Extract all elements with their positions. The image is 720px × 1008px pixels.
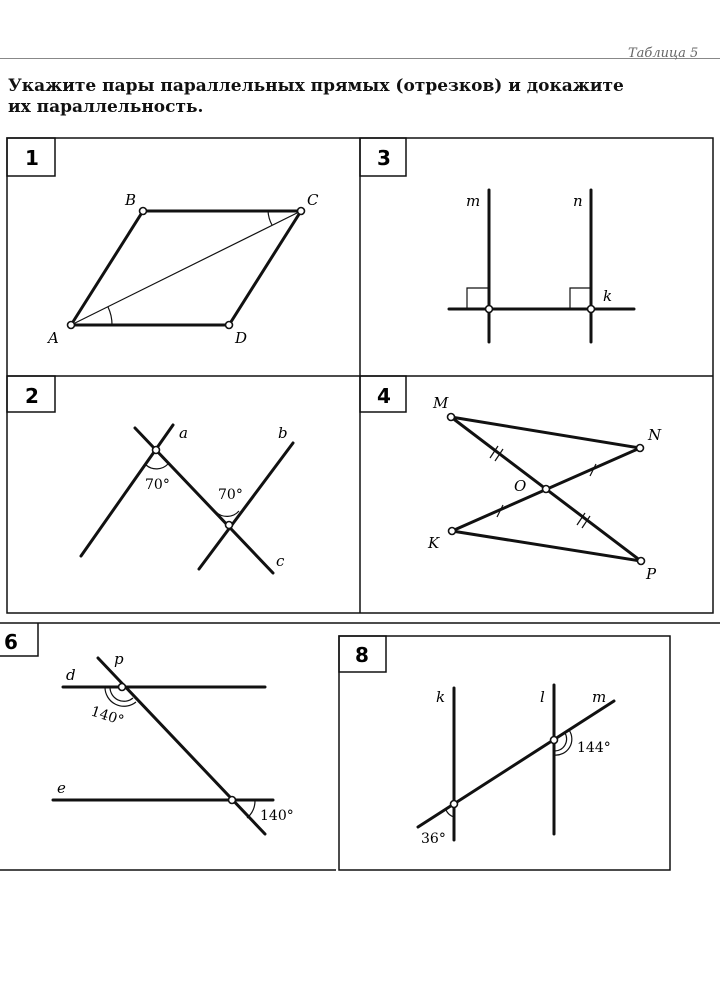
label-m: m [466,192,481,210]
label-n: n [573,192,583,210]
label-m: m [592,688,607,706]
point-m [448,414,455,421]
point-n [637,445,644,452]
label-b: B [125,191,137,209]
label-c: C [307,191,319,209]
figure-4-number: 4 [377,384,391,408]
label-o: O [514,477,527,495]
line-b [199,443,293,569]
right-angle-m [467,288,489,309]
point-o [543,486,550,493]
label-k: k [603,287,613,305]
angle-label-36: 36° [421,831,446,847]
table-caption-cut: Таблица 5 [628,46,699,61]
point-km [451,801,458,808]
angle-arc-c [268,211,272,225]
point-nk [588,306,595,313]
segment-mn [451,417,640,448]
label-a: A [48,329,59,347]
point-lm [551,737,558,744]
figure-6-number: 6 [4,630,18,654]
point-d [226,322,233,329]
label-b: b [278,424,288,442]
figure-3-number: 3 [377,146,391,170]
label-a: a [179,424,188,442]
point-b [140,208,147,215]
angle-label-2: 140° [260,808,294,824]
angle-label-1: 140° [88,703,126,730]
point-mk [486,306,493,313]
figure-8-frame [339,636,670,870]
angle-arc-a [108,307,112,325]
figure-8-number: 8 [355,643,369,667]
label-p: P [646,565,657,583]
angle-label-2: 70° [218,487,243,503]
figure-1 [7,138,319,347]
task-text: Укажите пары параллельных прямых (отрезков) и докажите их параллельность. [8,76,624,117]
angle-arc-1 [146,464,168,469]
point-c [298,208,305,215]
point-k [449,528,456,535]
figure-4 [360,376,662,583]
point-a [68,322,75,329]
point-ac [153,447,160,454]
angle-label-1: 70° [145,477,170,493]
label-d: d [66,666,76,684]
angle-label-144: 144° [577,740,611,756]
segment-kp [452,531,641,561]
figure-3 [360,138,634,342]
figure-2-number: 2 [25,384,39,408]
label-l: l [540,688,545,706]
point-p [638,558,645,565]
figure-1-number: 1 [25,146,39,170]
label-c: c [276,552,285,570]
label-m: M [433,394,449,412]
figure-8 [339,636,670,870]
label-k: K [428,534,440,552]
label-d: D [235,329,248,347]
point-pe [229,797,236,804]
point-bc [226,522,233,529]
label-k: k [436,688,446,706]
figure-2 [7,376,293,573]
label-n: N [648,426,662,444]
point-pd [119,684,126,691]
right-angle-n [570,288,591,309]
label-e: e [57,779,66,797]
label-p: p [114,650,124,668]
line-m [418,701,614,827]
